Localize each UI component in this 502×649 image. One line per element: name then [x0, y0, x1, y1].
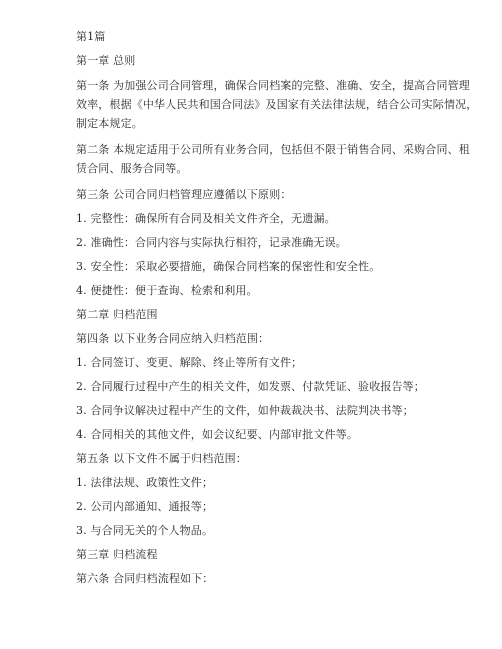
- article-1-line: 效率，根据《中华人民共和国合同法》及国家有关法律法规，结合公司实际情况，: [76, 98, 478, 111]
- article-3-title: 第三条 公司合同归档管理应遵循以下原则：: [76, 188, 292, 201]
- article-2-line: 赁合同、服务合同等。: [76, 162, 188, 175]
- article-4-item: 3. 合同争议解决过程中产生的文件，如仲裁裁决书、法院判决书等；: [76, 404, 414, 417]
- part-label: 第1篇: [76, 30, 106, 43]
- article-2-line: 第二条 本规定适用于公司所有业务合同，包括但不限于销售合同、采购合同、租: [76, 143, 470, 156]
- article-5-title: 第五条 以下文件不属于归档范围：: [76, 452, 247, 465]
- article-4-item: 4. 合同相关的其他文件，如会议纪要、内部审批文件等。: [76, 428, 359, 441]
- article-2: [76, 140, 470, 178]
- article-4-item: 1. 合同签订、变更、解除、终止等所有文件；: [76, 356, 303, 369]
- article-1: [76, 76, 478, 133]
- article-3-item: 1. 完整性：确保所有合同及相关文件齐全，无遗漏。: [76, 212, 336, 225]
- article-3-item: 2. 准确性：合同内容与实际执行相符，记录准确无误。: [76, 236, 347, 249]
- article-4-item: 2. 合同履行过程中产生的相关文件，如发票、付款凭证、验收报告等；: [76, 380, 425, 393]
- article-1-line: 第一条 为加强公司合同管理，确保合同档案的完整、准确、安全，提高合同管理: [76, 79, 470, 92]
- article-5-item: 2. 公司内部通知、通报等；: [76, 500, 214, 513]
- chapter-2-title: 第二章 归档范围: [76, 308, 158, 321]
- article-3-item: 4. 便捷性：便于查询、检索和利用。: [76, 284, 258, 297]
- article-1-line: 制定本规定。: [76, 117, 143, 130]
- chapter-1-title: 第一章 总则: [76, 54, 136, 67]
- article-6-title: 第六条 合同归档流程如下：: [76, 572, 214, 585]
- chapter-3-title: 第三章 归档流程: [76, 548, 158, 561]
- article-3-item: 3. 安全性：采取必要措施，确保合同档案的保密性和安全性。: [76, 260, 381, 273]
- article-5-item: 3. 与合同无关的个人物品。: [76, 524, 214, 537]
- article-4-title: 第四条 以下业务合同应纳入归档范围：: [76, 332, 270, 345]
- article-5-item: 1. 法律法规、政策性文件；: [76, 476, 214, 489]
